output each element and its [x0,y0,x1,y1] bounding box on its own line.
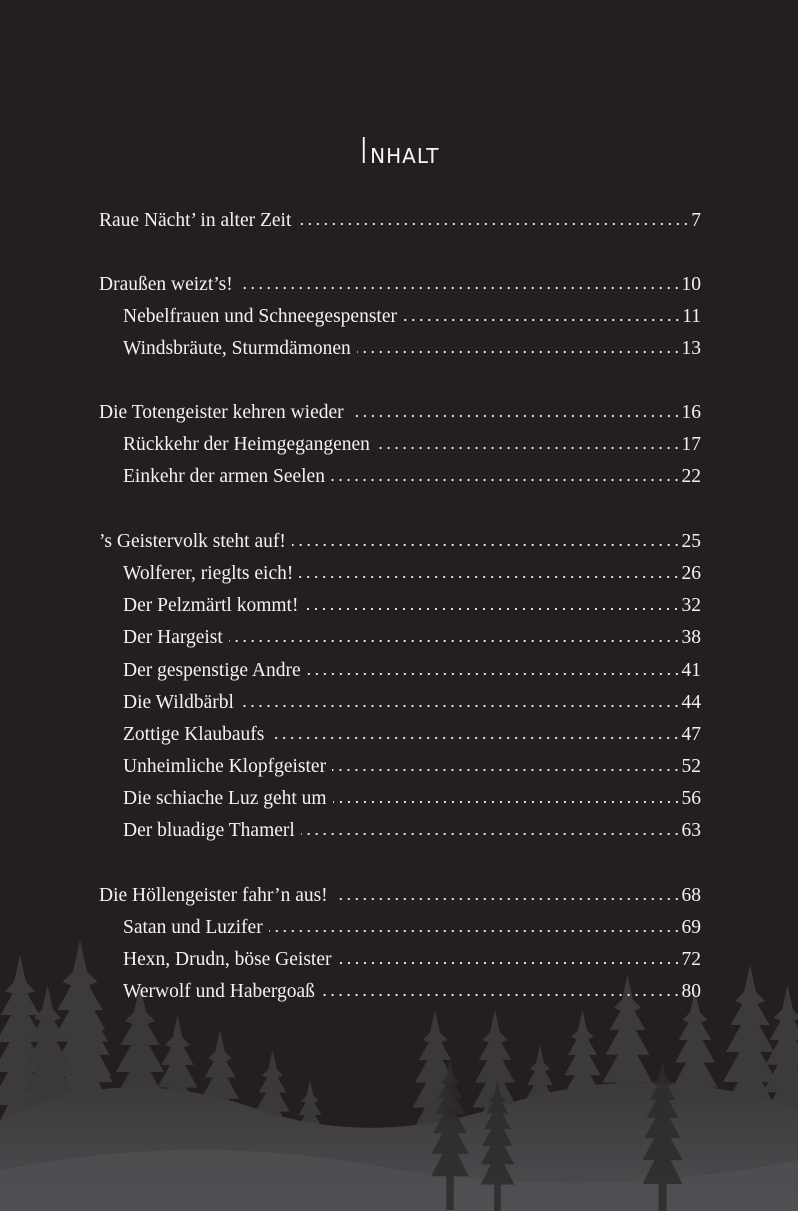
dot-leader [403,318,681,322]
entry-page-number: 10 [681,274,701,295]
entry-title: Wolferer, rieglts eich! [123,563,294,584]
toc-entry-section[interactable] [123,720,701,750]
dot-leader [304,607,680,611]
entry-page-number: 68 [681,885,701,906]
entry-title: Die Höllengeister fahr’n aus! [99,885,328,906]
entry-title: Rückkehr der Heimgegangenen [123,434,370,455]
entry-title: Einkehr der armen Seelen [123,466,325,487]
entry-page-number: 69 [681,917,701,938]
entry-title: Windsbräute, Sturmdämonen [123,338,351,359]
toc-entry-section[interactable] [123,302,701,332]
toc-entry-section[interactable] [123,559,701,589]
toc-entry-section[interactable] [123,977,701,1007]
entry-page-number: 38 [681,627,701,648]
entry-title: Der Hargeist [123,627,223,648]
entry-title: Satan und Luzifer [123,917,263,938]
toc-entry-section[interactable] [123,784,701,814]
entry-page-number: 25 [681,531,701,552]
entry-page-number: 13 [681,338,701,359]
dot-leader [334,897,681,901]
entry-title: Hexn, Drudn, böse Geister [123,949,332,970]
dot-leader [376,446,681,450]
entry-page-number: 32 [681,595,701,616]
toc-entry-chapter[interactable] [99,398,701,428]
dot-leader [338,961,681,965]
entry-title: Der bluadige Thamerl [123,820,295,841]
dot-leader [357,350,681,354]
dot-leader [299,575,680,579]
dot-leader [333,800,681,804]
dot-leader [270,736,680,740]
entry-page-number: 72 [681,949,701,970]
entry-title: Die Wildbärbl [123,692,234,713]
toc-entry-chapter[interactable] [99,206,701,236]
entry-title: Die Totengeister kehren wieder [99,402,344,423]
entry-page-number: 63 [681,820,701,841]
toc-entry-section[interactable] [123,752,701,782]
toc-entry-section[interactable] [123,591,701,621]
dot-leader [240,704,681,708]
toc-entry-section[interactable] [123,913,701,943]
entry-page-number: 17 [681,434,701,455]
dot-leader [269,929,681,933]
entry-page-number: 56 [681,788,701,809]
dot-leader [331,478,681,482]
dot-leader [297,222,690,226]
dot-leader [301,832,681,836]
entry-page-number: 22 [681,466,701,487]
entry-title: Nebelfrauen und Schneegespenster [123,306,397,327]
entry-title: Zottige Klaubaufs [123,724,265,745]
entry-title: Draußen weizt’s! [99,274,233,295]
toc-entry-section[interactable] [123,656,701,686]
toc-entry-section[interactable] [123,816,701,846]
toc-entry-section[interactable] [123,462,701,492]
toc-entry-chapter[interactable] [99,881,701,911]
entry-title: Raue Nächt’ in alter Zeit [99,210,292,231]
entry-title: Der Pelzmärtl kommt! [123,595,299,616]
dot-leader [332,768,680,772]
entry-page-number: 41 [681,660,701,681]
entry-page-number: 52 [681,756,701,777]
dot-leader [350,414,681,418]
dot-leader [292,543,681,547]
entry-page-number: 47 [681,724,701,745]
entry-title: Die schiache Luz geht um [123,788,327,809]
toc-entry-chapter[interactable] [99,270,701,300]
dot-leader [229,639,681,643]
entry-title: Werwolf und Habergoaß [123,981,315,1002]
dot-leader [307,672,681,676]
toc-entry-section[interactable] [123,623,701,653]
toc-entry-section[interactable] [123,334,701,364]
entry-page-number: 16 [681,402,701,423]
toc-entry-section[interactable] [123,430,701,460]
entry-page-number: 11 [682,306,701,327]
dot-leader [321,993,681,997]
title-rest: nhalt [370,136,440,171]
entry-title: Der gespenstige Andre [123,660,301,681]
toc-entry-section[interactable] [123,945,701,975]
dot-leader [239,286,681,290]
toc-entry-chapter[interactable] [99,527,701,557]
title-initial: I [358,131,371,173]
entry-page-number: 7 [691,210,701,231]
toc-entry-section[interactable] [123,688,701,718]
entry-page-number: 80 [681,981,701,1002]
entry-title: ’s Geistervolk steht auf! [99,531,286,552]
entry-page-number: 26 [681,563,701,584]
page-title [0,131,798,172]
entry-page-number: 44 [681,692,701,713]
entry-title: Unheimliche Klopfgeister [123,756,327,777]
